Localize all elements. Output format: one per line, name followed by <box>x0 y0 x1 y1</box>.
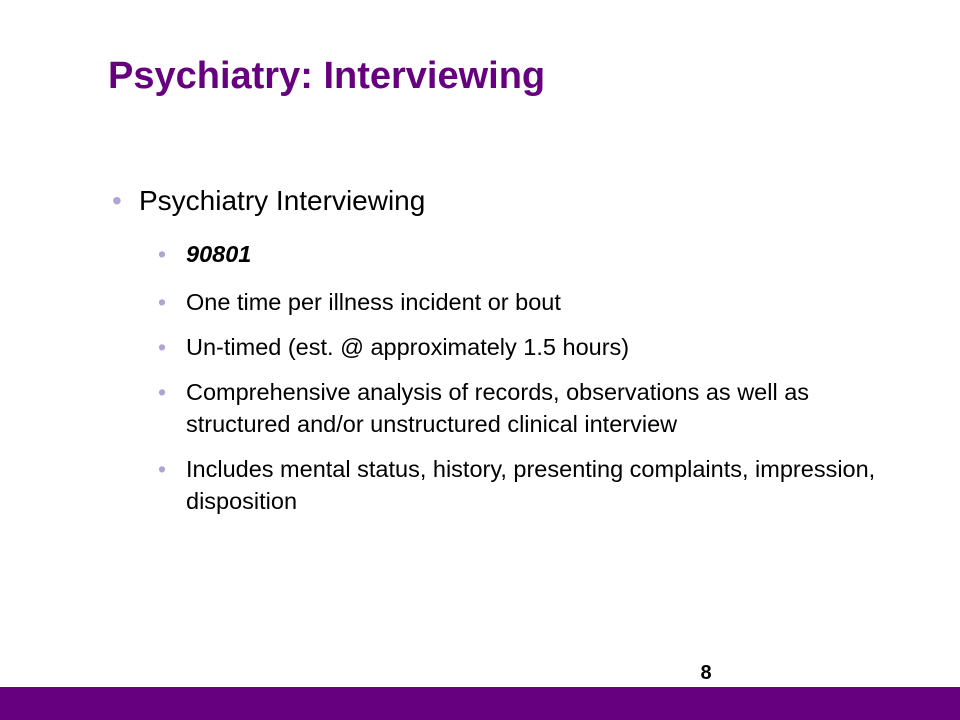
sub-bullet-list <box>158 238 892 517</box>
bullet-dot-icon: • <box>158 241 167 267</box>
sub-bullet-text: Un-timed (est. @ approximately 1.5 hours) <box>186 334 630 360</box>
footer-bar <box>0 687 960 720</box>
page-number: 8 <box>700 662 712 684</box>
main-bullet-text: Psychiatry Interviewing <box>139 185 426 216</box>
slide-content <box>112 181 892 530</box>
bullet-dot-icon: • <box>158 334 167 360</box>
bullet-dot-icon: • <box>158 456 167 482</box>
sub-bullet-text: One time per illness incident or bout <box>186 289 561 315</box>
main-bullet-item <box>112 181 892 224</box>
sub-bullet-item <box>158 286 892 318</box>
sub-bullet-item <box>158 331 892 363</box>
slide-title: Psychiatry: Interviewing <box>108 55 546 97</box>
sub-bullet-text: Comprehensive analysis of records, observations as well as structured and/or unstructured clinical interview <box>186 379 810 437</box>
sub-bullet-item <box>158 376 892 440</box>
sub-bullet-item <box>158 238 892 270</box>
bullet-dot-icon: • <box>158 379 167 405</box>
bullet-dot-icon: • <box>158 289 167 315</box>
bullet-dot-icon: • <box>112 185 122 216</box>
sub-bullet-item <box>158 453 892 517</box>
sub-bullet-text: Includes mental status, history, presenting complaints, impression, disposition <box>186 456 876 514</box>
billing-code-text: 90801 <box>186 241 252 267</box>
